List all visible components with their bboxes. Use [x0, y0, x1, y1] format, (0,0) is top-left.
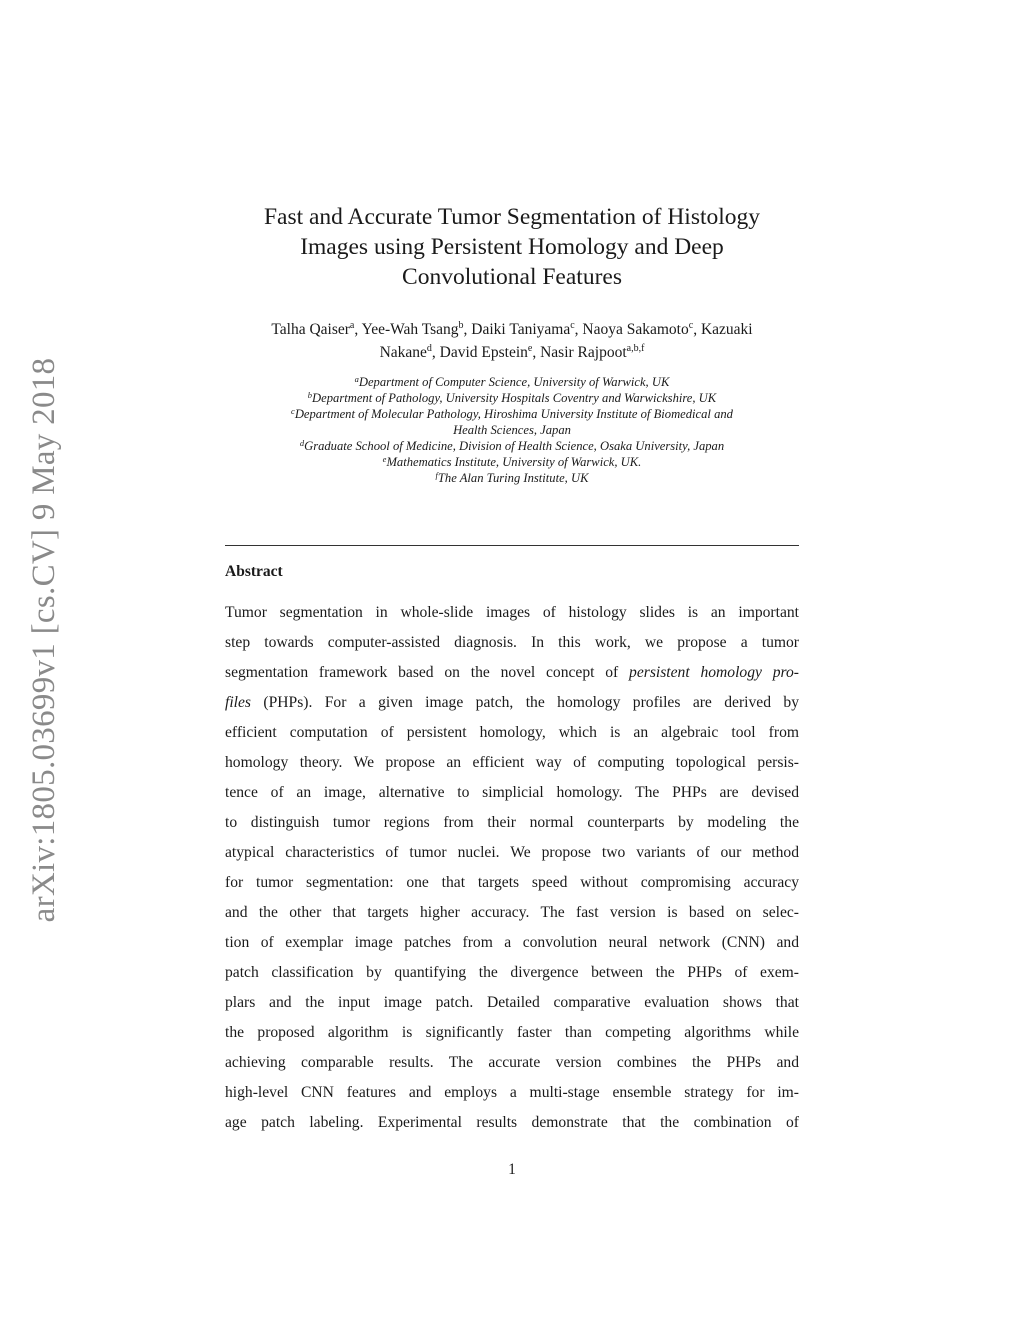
abstract-heading: Abstract — [225, 563, 283, 580]
author-name: Naoya Sakamoto — [582, 321, 689, 338]
author-affiliation-mark: e — [527, 343, 533, 354]
author-affiliation-mark: c — [688, 320, 694, 331]
section-divider — [225, 545, 799, 546]
affiliation-mark: d — [299, 438, 305, 448]
abstract-line: tion of exemplar image patches from a convolution neural network (CNN) and — [225, 934, 799, 951]
abstract-emphasis: persistent homology pro- — [629, 664, 799, 681]
affiliation-text: Graduate School of Medicine, Division of Health Science, Osaka University, Japan — [304, 439, 725, 453]
abstract-text: segmentation framework based on the novel concept of — [225, 664, 630, 681]
author-affiliation-mark: a,b,f — [626, 343, 645, 354]
author-affiliation-mark: a — [349, 320, 355, 331]
arxiv-identifier-stamp[interactable]: arXiv:1805.03699v1 [cs.CV] 9 May 2018 — [26, 357, 62, 923]
abstract-line: Tumor segmentation in whole-slide images of histology slides is an important — [225, 604, 799, 621]
abstract-line — [225, 658, 799, 688]
abstract-line: patch classification by quantifying the divergence between the PHPs of exem- — [225, 964, 799, 981]
title-line: Images using Persistent Homology and Deep — [300, 234, 724, 260]
affiliation-text: Health Sciences, Japan — [453, 423, 571, 437]
affiliation-mark: a — [354, 374, 359, 384]
author-separator: , — [431, 344, 440, 361]
abstract-line: tence of an image, alternative to simplicial homology. The PHPs are devised — [225, 784, 799, 801]
author-line — [200, 341, 824, 364]
affiliation-line — [200, 390, 824, 406]
affiliation-mark: e — [382, 454, 387, 464]
affiliation-text: The Alan Turing Institute, UK — [437, 471, 589, 485]
abstract-line: efficient computation of persistent homology, which is an algebraic tool from — [225, 724, 799, 741]
affiliation-text: Mathematics Institute, University of Warwick, UK. — [386, 455, 642, 469]
author-name-part: Nakane — [379, 344, 427, 361]
abstract-text: (PHPs). For a given image patch, the homology profiles are derived by — [251, 694, 799, 711]
abstract-line: age patch labeling. Experimental results demonstrate that the combination of — [225, 1114, 799, 1131]
affiliation-line — [200, 454, 824, 470]
abstract-line: step towards computer-assisted diagnosis. In this work, we propose a tumor — [225, 634, 799, 651]
abstract-body — [225, 598, 799, 1138]
page-number: 1 — [508, 1161, 516, 1178]
abstract-line: plars and the input image patch. Detailed comparative evaluation shows that — [225, 994, 799, 1011]
affiliation-mark: c — [291, 406, 295, 416]
abstract-line: to distinguish tumor regions from their normal counterparts by modeling the — [225, 814, 799, 831]
author-name: Daiki Taniyama — [471, 321, 571, 338]
abstract-line: atypical characteristics of tumor nuclei. We propose two variants of our method — [225, 844, 799, 861]
affiliation-list — [200, 374, 824, 486]
author-separator: , — [354, 321, 362, 338]
author-list — [200, 318, 824, 364]
author-affiliation-mark: c — [570, 320, 575, 331]
author-affiliation-mark: d — [426, 343, 432, 354]
abstract-line: and the other that targets higher accuracy. The fast version is based on selec- — [225, 904, 799, 921]
affiliation-text: Department of Molecular Pathology, Hiroshima University Institute of Biomedical and — [294, 407, 733, 421]
abstract-line — [225, 688, 799, 718]
affiliation-text: Department of Computer Science, University of Warwick, UK — [358, 375, 670, 389]
author-name: Yee-Wah Tsang — [361, 321, 459, 338]
author-separator: , — [463, 321, 472, 338]
affiliation-mark: b — [307, 390, 313, 400]
author-separator: , — [693, 321, 701, 338]
affiliation-line — [200, 422, 824, 438]
author-separator: , — [532, 344, 541, 361]
abstract-emphasis: files — [225, 694, 251, 711]
abstract-line: achieving comparable results. The accurate version combines the PHPs and — [225, 1054, 799, 1071]
abstract-line: high-level CNN features and employs a multi-stage ensemble strategy for im- — [225, 1084, 799, 1101]
affiliation-line — [200, 406, 824, 422]
affiliation-line — [200, 374, 824, 390]
paper-title — [225, 202, 799, 292]
author-name: Nasir Rajpoot — [540, 344, 627, 361]
title-line: Convolutional Features — [402, 264, 622, 290]
author-name-part: Kazuaki — [700, 321, 753, 338]
affiliation-mark: f — [435, 470, 438, 480]
author-name: David Epstein — [439, 344, 528, 361]
affiliation-text: Department of Pathology, University Hospitals Coventry and Warwickshire, UK — [312, 391, 717, 405]
abstract-line: for tumor segmentation: one that targets speed without compromising accuracy — [225, 874, 799, 891]
abstract-line: homology theory. We propose an efficient way of computing topological persis- — [225, 754, 799, 771]
author-affiliation-mark: b — [458, 320, 464, 331]
author-name: Talha Qaiser — [271, 321, 350, 338]
abstract-line: the proposed algorithm is significantly faster than competing algorithms while — [225, 1024, 799, 1041]
author-separator: , — [574, 321, 583, 338]
title-line: Fast and Accurate Tumor Segmentation of Histology — [263, 204, 761, 230]
affiliation-line — [200, 470, 824, 486]
affiliation-line — [200, 438, 824, 454]
author-line — [200, 318, 824, 341]
